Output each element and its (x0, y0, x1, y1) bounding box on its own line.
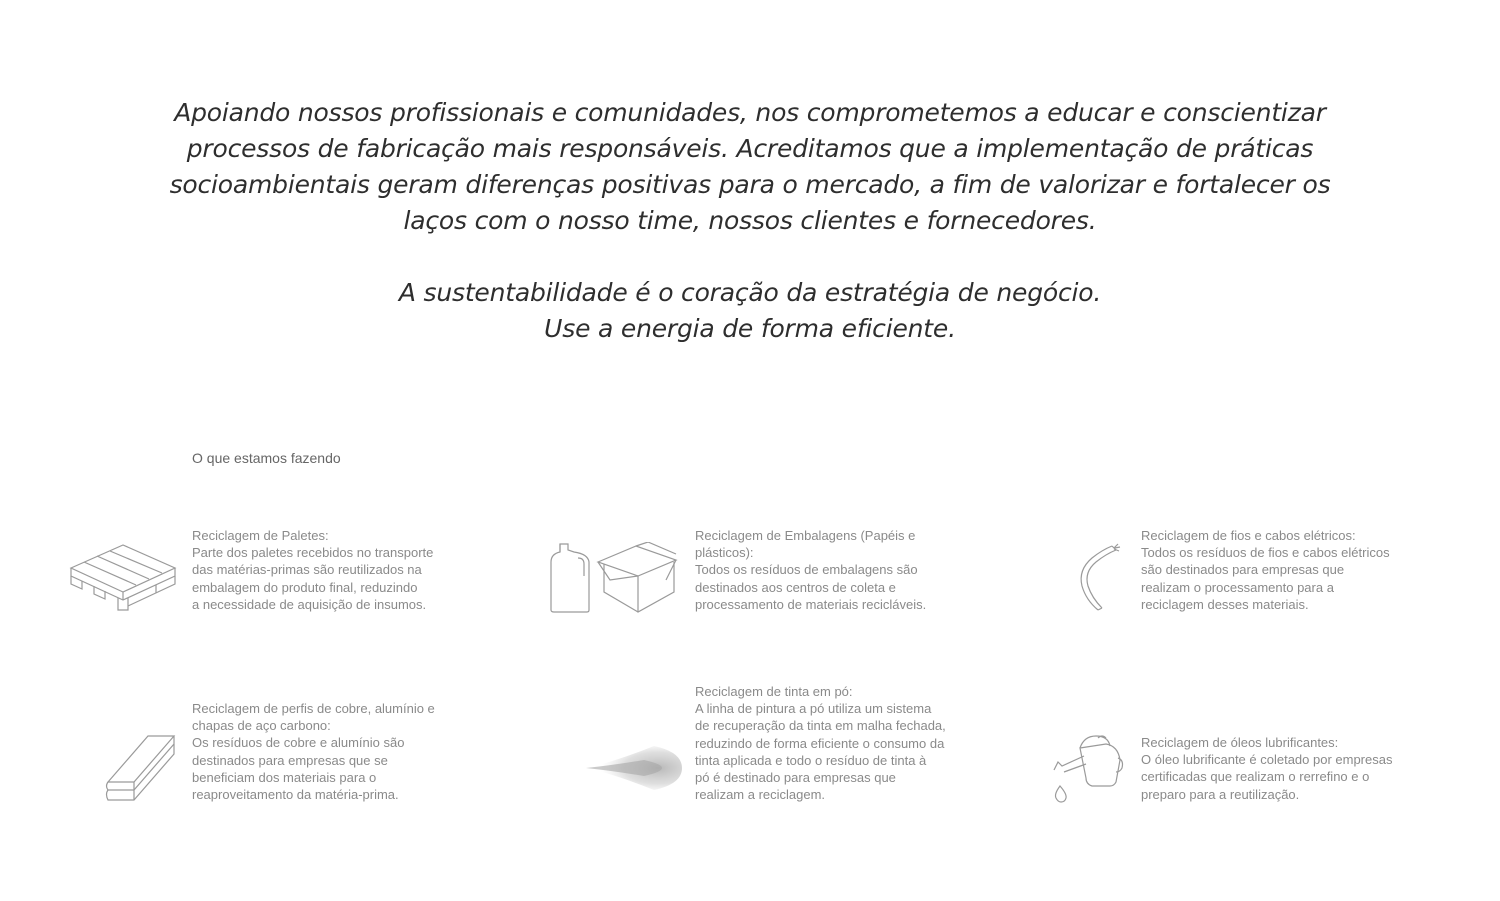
item-line: a necessidade de aquisição de insumos. (192, 596, 427, 612)
spacer (60, 239, 1440, 275)
cable-recycling-text (1141, 527, 1390, 613)
item-line: embalagem do produto final, reduzindo (192, 579, 418, 595)
intro-line: laços com o nosso time, nossos clientes e fornecedores. (403, 206, 1097, 235)
pallet-recycling-text (192, 527, 433, 613)
closing-line: A sustentabilidade é o coração da estratégia de negócio. (398, 278, 1102, 307)
cable-icon (1072, 542, 1126, 614)
item-line: Parte dos paletes recebidos no transporte (192, 545, 434, 561)
item-line: Todos os resíduos de fios e cabos elétricos (1141, 545, 1390, 561)
item-title: Reciclagem de Paletes: (192, 528, 329, 543)
item-line: de recuperação da tinta em malha fechada, (695, 718, 946, 734)
item-line: das matérias-primas são reutilizados na (192, 562, 422, 578)
item-line: Os resíduos de cobre e alumínio são (192, 735, 405, 751)
item-title: Reciclagem de óleos lubrificantes: (1141, 735, 1339, 750)
oil-can-icon (1050, 732, 1126, 806)
intro-line: Apoiando nossos profissionais e comunidades, nos comprometemos a educar e conscientizar (174, 98, 1326, 127)
item-line: A linha de pintura a pó utiliza um sistema (695, 701, 932, 717)
metal-recycling-text (192, 700, 435, 803)
intro-statement (60, 95, 1440, 347)
item-title: Reciclagem de tinta em pó: (695, 684, 853, 699)
item-title: Reciclagem de perfis de cobre, alumínio e (192, 701, 435, 716)
item-line: tinta aplicada e todo o resíduo de tinta à (695, 752, 927, 768)
item-line: pó é destinado para empresas que (695, 770, 896, 786)
item-line: realizam a reciclagem. (695, 787, 826, 803)
oil-recycling-text (1141, 734, 1392, 803)
closing-line: Use a energia de forma eficiente. (544, 314, 956, 343)
intro-line: processos de fabricação mais responsáveis. Acreditamos que a implementação de práticas (186, 134, 1314, 163)
packaging-icon (548, 542, 680, 614)
item-title: Reciclagem de fios e cabos elétricos: (1141, 528, 1356, 543)
item-line: realizam o processamento para a (1141, 579, 1334, 595)
pallet-icon (68, 540, 178, 616)
item-line: destinados para empresas que se (192, 752, 388, 768)
item-line: certificadas que realizam o rerrefino e o (1141, 769, 1370, 785)
item-title: Reciclagem de Embalagens (Papéis e (695, 528, 916, 543)
item-line: preparo para a reutilização. (1141, 786, 1300, 802)
item-line: reduzindo de forma eficiente o consumo da (695, 735, 945, 751)
item-title: chapas de aço carbono: (192, 718, 331, 734)
item-title: plásticos): (695, 545, 754, 561)
metal-profiles-icon (104, 732, 178, 804)
item-line: O óleo lubrificante é coletado por empresas (1141, 752, 1393, 768)
section-title: O que estamos fazendo (192, 450, 341, 466)
item-line: reciclagem desses materiais. (1141, 596, 1309, 612)
item-line: Todos os resíduos de embalagens são (695, 562, 918, 578)
item-line: são destinados para empresas que (1141, 562, 1345, 578)
item-line: destinados aos centros de coleta e (695, 579, 896, 595)
powder-paint-spray-icon (584, 738, 684, 798)
packaging-recycling-text (695, 527, 926, 613)
intro-line: socioambientais geram diferenças positivas para o mercado, a fim de valorizar e fortalecer os (169, 170, 1331, 199)
item-line: beneficiam dos materiais para o (192, 769, 377, 785)
powder-paint-recycling-text (695, 683, 946, 803)
item-line: processamento de materiais recicláveis. (695, 596, 927, 612)
item-line: reaproveitamento da matéria-prima. (192, 787, 399, 803)
